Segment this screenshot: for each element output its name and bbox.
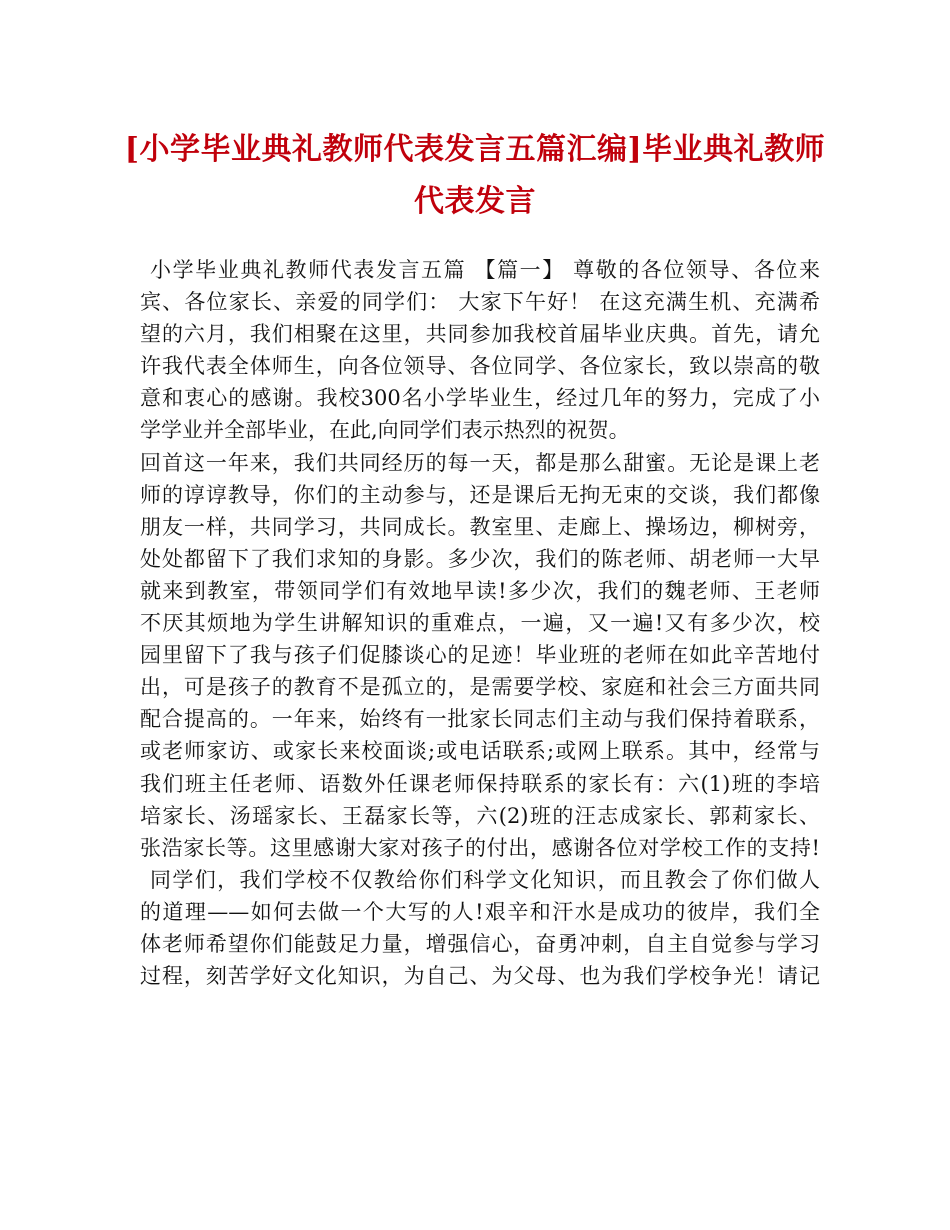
- body-line: 宾、各位家长、亲爱的同学们： 大家下午好！ 在这充满生机、充满希: [140, 290, 820, 315]
- body-line: 回首这一年来，我们共同经历的每一天，都是那么甜蜜。无论是课上老: [140, 450, 820, 475]
- body-line: 配合提高的。一年来，始终有一批家长同志们主动与我们保持着联系，: [140, 707, 820, 732]
- body-line: 朋友一样，共同学习，共同成长。教室里、走廊上、操场边，柳树旁，: [140, 514, 820, 539]
- body-line: 处处都留下了我们求知的身影。多少次，我们的陈老师、胡老师一大早: [140, 546, 820, 571]
- body-line: 我们班主任老师、语数外任课老师保持联系的家长有：六(1)班的李培: [140, 771, 820, 796]
- body-line: 体老师希望你们能鼓足力量，增强信心，奋勇冲刺，自主自觉参与学习: [140, 931, 820, 956]
- body-line: 出，可是孩子的教育不是孤立的，是需要学校、家庭和社会三方面共同: [140, 675, 820, 700]
- body-line: 望的六月，我们相聚在这里，共同参加我校首届毕业庆典。首先，请允: [140, 322, 820, 347]
- body-line: 园里留下了我与孩子们促膝谈心的足迹！毕业班的老师在如此辛苦地付: [140, 643, 820, 668]
- document-title: [100, 124, 850, 228]
- body-line: 张浩家长等。这里感谢大家对孩子的付出，感谢各位对学校工作的支持!: [140, 835, 820, 860]
- body-line: 学学业并全部毕业，在此,向同学们表示热烈的祝贺。: [140, 418, 630, 443]
- title-line-1: [小学毕业典礼教师代表发言五篇汇编]毕业典礼教师: [124, 132, 826, 167]
- body-line: 培家长、汤瑶家长、王磊家长等，六(2)班的汪志成家长、郭莉家长、: [140, 803, 820, 828]
- body-line: 许我代表全体师生，向各位领导、各位同学、各位家长，致以崇高的敬: [140, 354, 820, 379]
- title-line-2: 代表发言: [414, 184, 536, 219]
- body-line: 小学毕业典礼教师代表发言五篇 【篇一】 尊敬的各位领导、各位来: [150, 258, 820, 282]
- body-line: 或老师家访、或家长来校面谈;或电话联系;或网上联系。其中，经常与: [140, 739, 820, 764]
- body-line: 同学们，我们学校不仅教给你们科学文化知识，而且教会了你们做人: [150, 867, 820, 892]
- body-line: 不厌其烦地为学生讲解知识的重难点，一遍，又一遍!又有多少次，校: [140, 611, 820, 636]
- document-body: [140, 254, 820, 992]
- body-line: 过程，刻苦学好文化知识，为自己、为父母、也为我们学校争光！请记: [140, 964, 820, 989]
- body-line: 师的谆谆教导，你们的主动参与，还是课后无拘无束的交谈，我们都像: [140, 482, 820, 507]
- body-line: 意和衷心的感谢。我校300名小学毕业生，经过几年的努力，完成了小: [140, 386, 820, 411]
- body-line: 就来到教室，带领同学们有效地早读!多少次，我们的魏老师、王老师: [140, 578, 820, 603]
- body-line: 的道理——如何去做一个大写的人!艰辛和汗水是成功的彼岸，我们全: [140, 899, 820, 924]
